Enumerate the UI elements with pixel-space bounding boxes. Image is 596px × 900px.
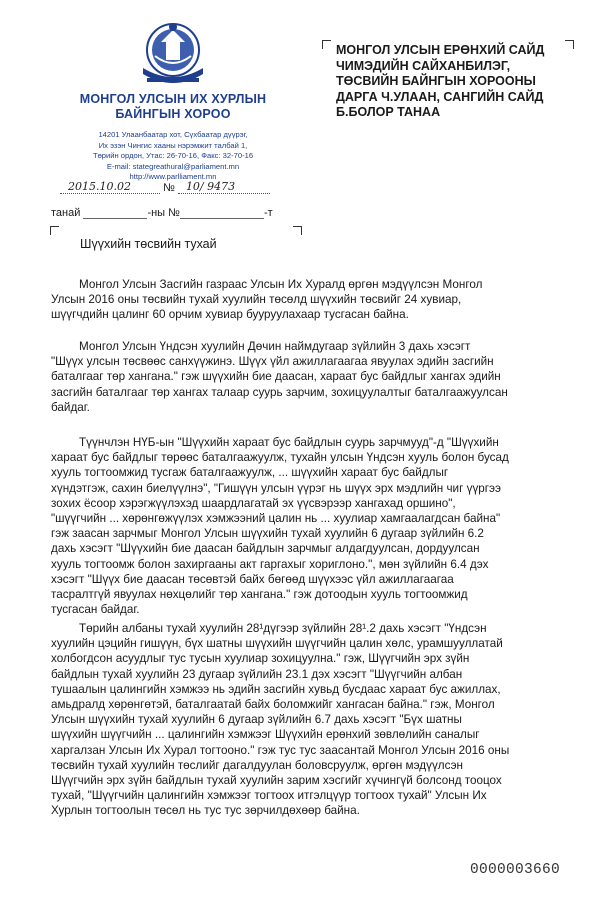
- state-emblem-icon: [133, 20, 213, 90]
- organization-name-line2: БАЙНГЫН ХОРОО: [115, 107, 231, 121]
- contact-block: [58, 130, 288, 183]
- body-line: харгалзан Улсын Их Хурал тогтооно." гэж тус тус заасантай Монгол Улсын 2016 оны: [51, 743, 510, 757]
- body-line: Улсын шүүхийн тухай хуулийн 6 дугаар зүйлийн 6.7 дахь хэсэгт "Бүх шатны: [51, 713, 462, 727]
- date-field: [60, 180, 160, 194]
- body-line: хууль тогтоомж болон захиргааны акт гаргахыг хориглоно.", мөн зүйлийн 6.4 дэх: [51, 557, 489, 571]
- organization-name: [58, 92, 288, 122]
- document-number: 0000003660: [470, 862, 561, 878]
- web-line: http://www.parlliament.mn: [129, 172, 217, 181]
- corner-mark: [565, 40, 574, 49]
- address-line: Их эзэн Чингис хааны нэрэмжит талбай 1,: [98, 140, 248, 150]
- body-line: тушаалын цалингийн хэмжээ нь эдийн засгийн хувьд бусдаас хараат бус ажиллах,: [51, 682, 501, 696]
- body-line: дахь хэсэгт "Шүүхийн бие даасан байдлын зарчмыг алдагдуулсан, дордуулсан: [51, 542, 480, 556]
- body-line: хууль тогтоомжид тусгаж баталгаажуулж, ... шүүхийн хараат бус байдлыг: [51, 466, 449, 480]
- your-date-field: [83, 205, 147, 219]
- address-line: Төрийн ордон, Утас: 26-70-16, Факс: 32-70-16: [92, 151, 254, 160]
- body-line: Төрийн албаны тухай хуулийн 28¹дүгээр зүйлийн 28¹.2 дахь хэсэгт "Үндсэн: [79, 622, 487, 635]
- corner-mark: [50, 226, 59, 235]
- email-line: E-mail: stategreathural@parliament.mn: [106, 161, 240, 171]
- body-line: төсвийн тухай хуулийн төслийг дагалдуулан боловсруулж, өргөн мэдүүлсэн: [51, 758, 463, 772]
- body-line: шүүгчдийн цалинг 60 орчим хувиар бууруулахаар тусгасан байна.: [51, 308, 409, 322]
- your-number-field: [180, 205, 264, 219]
- reference-row-outgoing: [60, 180, 270, 194]
- body-line: Хурлын тогтоолын төсөл нь тус тус зөрчилдөхөөр байна.: [51, 804, 360, 818]
- body-line: "Шүүх улсын төсвөөс санхүүжинэ. Шүүх үйл ажиллагаагаа явуулах эдийн засгийн: [51, 355, 494, 369]
- your-label: танай: [51, 207, 81, 219]
- body-paragraph-3: [51, 435, 563, 617]
- addressee-line: ТӨСВИЙН БАЙНГЫН ХОРООНЫ: [336, 74, 536, 88]
- addressee-line: ЧИМЭДИЙН САЙХАНБИЛЭГ,: [336, 58, 511, 73]
- body-line: шүүхийн шүүгчийн ... цалингийн хэмжээг Шүүхийн ерөнхий зөвлөлийн саналыг: [51, 728, 480, 742]
- body-line: хараат бус байдлыг төрөөс баталгаажуулж, тухайн улсын Үндсэн хууль болон бусад: [51, 451, 509, 465]
- body-line: тухай, "Шүүгчийн цалингийн хэмжээг тогтоох итгэлцүүр тогтоох тухай" Улсын Их: [51, 789, 487, 803]
- addressee-line: Б.БОЛОР ТАНАА: [336, 105, 441, 119]
- body-line: хэсэгт "Шүүх бие даасан төсөвтэй байх бөгөөд шүүхээс үйл ажиллагаагаа: [51, 572, 454, 586]
- body-line: баталгааг төр хангана." гэж шүүхийн бие даасан, хараат бус байдлыг хангах эдийн: [51, 370, 501, 384]
- body-line: хуулийн цэцийн гишүүн, бүх шатны шүүхийн шүүгчийн цалин хөлс, урамшууллатай: [51, 637, 503, 651]
- body-line: байдлын тухай хуулийн 23 дугаар зүйлийн 23.1 дэх хэсэгт "Шүүгчийн албан: [51, 667, 463, 681]
- body-line: гэж заасан зарчмыг Монгол Улсын шүүхийн тухай хуулийн 6 дугаар зүйлийн 6.2: [51, 527, 484, 541]
- body-line: Улсын 2016 оны төсвийн тухай хуулийн төсөлд шүүхийн төсвийг 24 хувиар,: [51, 293, 462, 307]
- address-line: 14201 Улаанбаатар хот, Сүхбаатар дүүрэг,: [98, 130, 248, 139]
- body-line: тусгасан байдаг.: [51, 603, 140, 617]
- number-field: [178, 180, 270, 194]
- addressee-line: МОНГОЛ УЛСЫН ЕРӨНХИЙ САЙД: [336, 43, 545, 57]
- body-line: байдаг.: [51, 400, 90, 414]
- body-paragraph-2: [51, 339, 563, 415]
- body-line: Шүүгчийн эрх зүйн байдлын тухай хуулийн зарим хэсгийг хүчингүй болсонд тооцох: [51, 774, 502, 788]
- body-line: Монгол Улсын Засгийн газраас Улсын Их Хуралд өргөн мэдүүлсэн Монгол: [79, 278, 483, 291]
- addressee-line: ДАРГА Ч.УЛААН, САНГИЙН САЙД: [336, 89, 544, 104]
- body-line: зохих ёсоор хэрэгжүүлэхэд шаардлагатай эх үүсвэрээр хангахад оршино",: [51, 496, 456, 510]
- handwritten-date: 2015.10.02: [68, 180, 131, 193]
- reference-row-incoming: [51, 205, 273, 219]
- ny-label: -ны: [147, 207, 166, 219]
- letterhead: [58, 20, 288, 183]
- t-label: -т: [263, 207, 273, 219]
- body-line: амьдралд хөрөнгөтэй, баталгаатай байх боломжийг хангасан байна." гэж, Монгол: [51, 698, 495, 712]
- body-line: Түүнчлэн НҮБ-ын "Шүүхийн хараат бус байдлын суурь зарчмууд"-д "Шүүхийн: [79, 436, 499, 449]
- handwritten-number: 10/ 9473: [185, 180, 236, 193]
- number-label: №: [163, 182, 175, 194]
- body-paragraph-4: [51, 621, 563, 819]
- body-line: холбогдсон асуудлыг тус тусын хуулиар зохицуулна." гэж, Шүүгчийн эрх зүйн: [51, 652, 470, 666]
- body-line: засгийн баталгааг төр хангах талаар суурь зарчим, зохицуулалтыг баталгаажуулсан: [51, 385, 508, 399]
- organization-name-line1: МОНГОЛ УЛСЫН ИХ ХУРЛЫН: [79, 92, 267, 106]
- body-line: "шүүгчийн ... хөрөнгөжүүлэх хэмжээний цалин нь ... хуулиар хамгаалагдсан байна": [51, 512, 501, 526]
- body-line: Монгол Улсын Үндсэн хуулийн Дөчин наймдугаар зүйлийн 3 дахь хэсэгт: [79, 340, 471, 353]
- corner-mark: [293, 226, 302, 235]
- no-label: №: [168, 207, 180, 219]
- subject-line: Шүүхийн төсвийн тухай: [80, 237, 217, 251]
- body-paragraph-1: [51, 277, 563, 323]
- body-line: тасралтгүй явуулах нөхцөлийг төр хангана." гэж дотоодын хууль тогтоомжид: [51, 588, 468, 602]
- addressee-block: [322, 40, 574, 121]
- subject-block: [50, 226, 302, 256]
- corner-mark: [322, 40, 331, 49]
- body-line: хүндэтгэж, сахин биелүүлнэ", "Гишүүн улсын үүрэг нь шүүх эрх мэдлийн чиг үүргээ: [51, 481, 501, 495]
